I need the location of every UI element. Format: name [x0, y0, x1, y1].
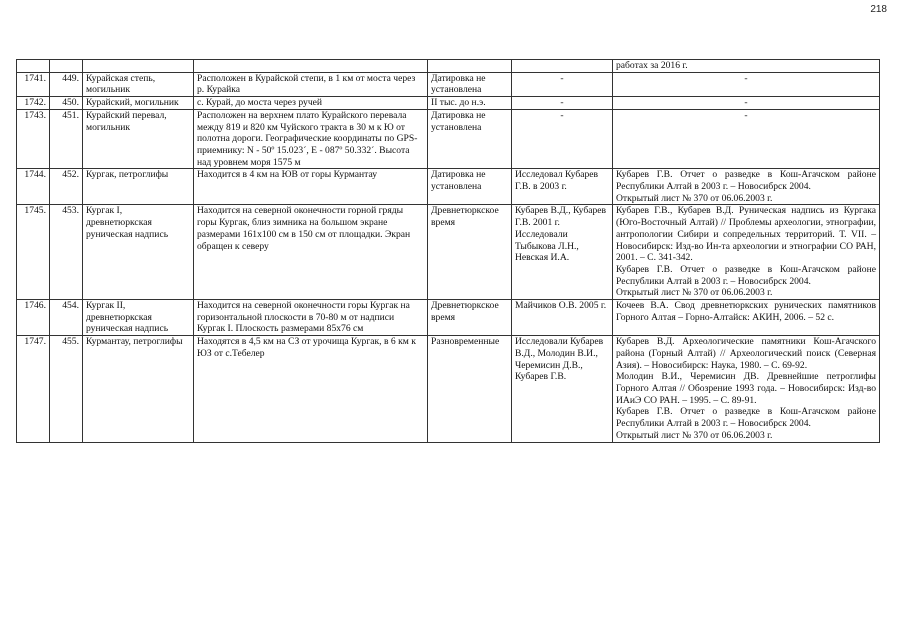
cell-site-name: Кургак I, древнетюркская руническая надпись — [83, 205, 194, 300]
cell-site-name: Курайский, могильник — [83, 97, 194, 110]
cell-local-number: 451. — [50, 109, 83, 169]
table-row — [17, 109, 880, 169]
cell-site-name: Курайский перевал, могильник — [83, 109, 194, 169]
cell-location: Находится в 4 км на ЮВ от горы Курмантау — [194, 169, 428, 205]
cell-local-number: 452. — [50, 169, 83, 205]
cell-dating: Датировка не установлена — [428, 169, 512, 205]
literature-entry: Кубарев Г.В. Отчет о разведке в Кош-Агачском районе Республики Алтай в 2003 г. – Новосибрск 2004. — [616, 263, 876, 287]
cell-location: Расположен в Курайской степи, в 1 км от моста через р. Курайка — [194, 72, 428, 96]
cell-site-name: Курайская степь, могильник — [83, 72, 194, 96]
cell-dating: Разновременные — [428, 336, 512, 442]
cell-dating: Датировка не установлена — [428, 109, 512, 169]
table-row — [17, 72, 880, 96]
cell-local-number: 453. — [50, 205, 83, 300]
table-row — [17, 205, 880, 300]
cell-location: Находится на северной оконечности горы Кургак на горизонтальной плоскости в 70-80 м от надписи Кургак I. Плоскость размерами 85х76 см — [194, 300, 428, 336]
cell-empty — [83, 60, 194, 73]
literature-entry: - — [744, 97, 748, 109]
literature-entry: Открытый лист № 370 от 06.06.2003 г. — [616, 429, 773, 441]
cell-location: Находятся в 4,5 км на СЗ от урочища Кургак, в 6 км к ЮЗ от с.Тебелер — [194, 336, 428, 442]
cell-local-number: 454. — [50, 300, 83, 336]
cell-site-name: Кургак II, древнетюркская руническая надпись — [83, 300, 194, 336]
literature-entry: Открытый лист № 370 от 06.06.2003 г. — [616, 192, 773, 204]
cell-registry-number: 1741. — [17, 72, 50, 96]
cell-researchers: Исследовал Кубарев Г.В. в 2003 г. — [512, 169, 613, 205]
cell-literature — [613, 205, 880, 300]
cell-local-number: 450. — [50, 97, 83, 110]
cell-location: с. Курай, до моста через ручей — [194, 97, 428, 110]
cell-literature — [613, 300, 880, 336]
cell-location: Находится на северной оконечности горной гряды горы Кургак, близ зимника на большом экране размерами 161х100 см в 150 см от площадки. Экран обращен к северу — [194, 205, 428, 300]
literature-entry: Кочеев В.А. Свод древнетюркских рунических памятников Горного Алтая – Горно-Алтайск: АКИН, 2006. – 52 с. — [616, 300, 876, 323]
registry-table-body — [17, 60, 880, 443]
cell-researchers: - — [512, 97, 613, 110]
table-row — [17, 300, 880, 336]
cell-researchers: Исследовали Кубарев В.Д., Молодин В.И., Черемисин Д.В., Кубарев Г.В. — [512, 336, 613, 442]
literature-entry: Кубарев Г.В., Кубарев В.Д. Руническая надпись из Кургака (Юго-Восточный Алтай) // Проблемы археологии, этнографии, антропологии Сибири и сопредельных территорий. Т. VII. – Новосибирск: Изд-во Ин-та археологии и этнографии СО РАН, 2001. – С. 341-342. — [616, 205, 876, 264]
cell-empty — [50, 60, 83, 73]
cell-registry-number: 1742. — [17, 97, 50, 110]
table-row — [17, 97, 880, 110]
cell-local-number: 449. — [50, 72, 83, 96]
cell-registry-number: 1745. — [17, 205, 50, 300]
cell-registry-number: 1743. — [17, 109, 50, 169]
cell-registry-number: 1744. — [17, 169, 50, 205]
cell-literature — [613, 109, 880, 169]
cell-empty — [194, 60, 428, 73]
cell-researchers: - — [512, 109, 613, 169]
registry-table — [16, 59, 880, 443]
cell-dating: Древнетюркское время — [428, 300, 512, 336]
literature-entry: Кубарев Г.В. Отчет о разведке в Кош-Агачском районе Республики Алтай в 2003 г. – Новосибрск 2004. — [616, 169, 876, 193]
literature-entry: - — [744, 72, 748, 84]
cell-empty — [17, 60, 50, 73]
table-row — [17, 169, 880, 205]
cell-dating: II тыс. до н.э. — [428, 97, 512, 110]
page-number: 218 — [870, 4, 887, 15]
cell-site-name: Кургак, петроглифы — [83, 169, 194, 205]
cell-registry-number: 1747. — [17, 336, 50, 442]
cell-literature — [613, 72, 880, 96]
cell-literature — [613, 336, 880, 442]
cell-dating: Древнетюркское время — [428, 205, 512, 300]
literature-entry: Молодин В.И., Черемисин ДВ. Древнейшие петроглифы Горного Алтая // Обозрение 1993 года. – Новосибирск: Изд-во ИАиЭ СО РАН. – 1995. – С. 89-91. — [616, 371, 876, 406]
cell-literature — [613, 169, 880, 205]
cell-literature: работах за 2016 г. — [613, 60, 880, 73]
cell-local-number: 455. — [50, 336, 83, 442]
table-row-continuation — [17, 60, 880, 73]
cell-registry-number: 1746. — [17, 300, 50, 336]
cell-literature — [613, 97, 880, 110]
cell-site-name: Курмантау, петроглифы — [83, 336, 194, 442]
cell-dating: Датировка не установлена — [428, 72, 512, 96]
cell-empty — [428, 60, 512, 73]
cell-researchers: Кубарев В.Д., Кубарев Г.В. 2001 г. Исследовали Тыбыкова Л.Н., Невская И.А. — [512, 205, 613, 300]
cell-researchers: - — [512, 72, 613, 96]
literature-entry: - — [744, 109, 748, 121]
cell-location: Расположен на верхнем плато Курайского перевала между 819 и 820 км Чуйского тракта в 30 м к Ю от полотна дороги. Географические координаты по GPS-приемнику: N - 50º 15.023´, E - 087º 50.332´. Высота над уровнем моря 1575 м — [194, 109, 428, 169]
cell-researchers: Майчиков О.В. 2005 г. — [512, 300, 613, 336]
literature-entry: Кубарев В.Д. Археологические памятники Кош-Агачского района (Горный Алтай) // Археологический поиск (Северная Азия). – Новосибирск: Наука, 1980. – С. 69-92. — [616, 336, 876, 371]
literature-entry: Кубарев Г.В. Отчет о разведке в Кош-Агачском районе Республики Алтай в 2003 г. – Новосибрск 2004. — [616, 406, 876, 430]
table-row — [17, 336, 880, 442]
literature-entry: Открытый лист № 370 от 06.06.2003 г. — [616, 287, 773, 299]
cell-empty — [512, 60, 613, 73]
